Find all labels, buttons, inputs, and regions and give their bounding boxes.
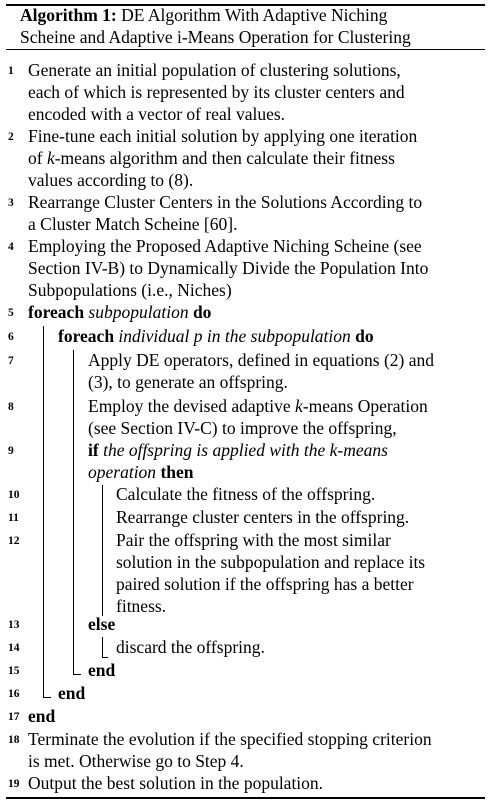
line-number: 1 bbox=[8, 65, 14, 77]
line-number: 14 bbox=[8, 642, 20, 654]
line-number: 3 bbox=[8, 197, 14, 209]
line-number: 17 bbox=[8, 711, 20, 723]
keyword-foreach: foreach bbox=[28, 302, 85, 322]
line-number: 2 bbox=[8, 131, 14, 143]
step-text: discard the offspring. bbox=[116, 637, 265, 657]
algorithm-caption bbox=[20, 5, 474, 26]
block-foot-inner-foreach bbox=[73, 674, 81, 675]
block-bar-inner-foreach bbox=[73, 350, 74, 674]
keyword-end: end bbox=[58, 683, 86, 703]
line-number: 10 bbox=[8, 489, 20, 501]
step-text: Apply DE operators, defined in equations (2) and bbox=[88, 350, 435, 370]
text-run: Employ the devised adaptive bbox=[88, 396, 296, 416]
block-foot-if bbox=[102, 657, 108, 658]
line-number: 8 bbox=[8, 401, 14, 413]
bottom-rule bbox=[6, 797, 485, 799]
keyword-end: end bbox=[28, 706, 56, 726]
foreach-line bbox=[58, 325, 374, 347]
line-number: 12 bbox=[8, 535, 20, 547]
line-number: 4 bbox=[8, 241, 14, 253]
text-run: -means algorithm and then calculate their fitness bbox=[54, 148, 395, 168]
block-foot-outer-foreach bbox=[43, 697, 51, 698]
line-number: 5 bbox=[8, 307, 14, 319]
text-run: -means Operation bbox=[302, 396, 428, 416]
math-k: k bbox=[295, 396, 303, 416]
step-text: is met. Otherwise go to Step 4. bbox=[28, 751, 244, 771]
algorithm-title-line2: Scheine and Adaptive i-Means Operation for Clustering bbox=[20, 27, 411, 47]
step-text: Terminate the evolution if the specified stopping criterion bbox=[28, 729, 432, 749]
step-text: Employing the Proposed Adaptive Niching Scheine (see bbox=[28, 236, 422, 256]
step-text: paired solution if the offspring has a better bbox=[116, 574, 414, 594]
line-number: 16 bbox=[8, 688, 20, 700]
foreach-line bbox=[28, 301, 211, 323]
step-text: a Cluster Match Scheine [60]. bbox=[28, 214, 238, 234]
step-text: Section IV-B) to Dynamically Divide the Population Into bbox=[28, 258, 429, 278]
caption-rule bbox=[6, 49, 485, 50]
algorithm-label: Algorithm 1: bbox=[20, 5, 117, 25]
step-text: solution in the subpopulation and replace its bbox=[116, 552, 426, 572]
step-text: Output the best solution in the population. bbox=[28, 773, 324, 793]
line-number: 11 bbox=[8, 512, 19, 524]
step-text: Rearrange Cluster Centers in the Solutions According to bbox=[28, 192, 423, 212]
step-text: Fine-tune each initial solution by applying one iteration bbox=[28, 126, 418, 146]
line-number: 19 bbox=[8, 778, 20, 790]
else-line bbox=[88, 613, 115, 635]
end-line bbox=[58, 682, 85, 704]
line-number: 18 bbox=[8, 734, 20, 746]
text-run: of bbox=[28, 148, 47, 168]
step-text: (3), to generate an offspring. bbox=[88, 372, 288, 392]
loop-variable: subpopulation bbox=[88, 302, 189, 322]
step-text bbox=[28, 147, 395, 169]
condition-text: the offspring is applied with the k-means bbox=[103, 440, 388, 460]
line-number: 9 bbox=[8, 445, 14, 457]
block-bar-else bbox=[102, 637, 103, 657]
end-line bbox=[28, 705, 55, 727]
algorithm-title-line1: DE Algorithm With Adaptive Niching bbox=[121, 5, 388, 25]
block-bar-if bbox=[102, 485, 103, 616]
step-text: each of which is represented by its cluster centers and bbox=[28, 82, 405, 102]
step-text: (see Section IV-C) to improve the offspring, bbox=[88, 418, 397, 438]
step-text: Subpopulations (i.e., Niches) bbox=[28, 280, 232, 300]
step-text: Rearrange cluster centers in the offspring. bbox=[116, 507, 410, 527]
end-line bbox=[88, 659, 115, 681]
keyword-end: end bbox=[88, 660, 116, 680]
keyword-then: then bbox=[160, 462, 194, 482]
step-text: encoded with a vector of real values. bbox=[28, 104, 286, 124]
if-line-cont bbox=[88, 461, 194, 483]
keyword-do: do bbox=[355, 326, 374, 346]
keyword-if: if bbox=[88, 440, 99, 460]
math-k: k bbox=[46, 148, 55, 168]
line-number: 7 bbox=[8, 355, 14, 367]
step-text: Pair the offspring with the most similar bbox=[116, 530, 391, 550]
block-bar-outer-foreach bbox=[43, 326, 44, 697]
step-text: Calculate the fitness of the offspring. bbox=[116, 484, 376, 504]
step-text: fitness. bbox=[116, 596, 167, 616]
keyword-else: else bbox=[88, 614, 116, 634]
condition-text: operation bbox=[88, 462, 157, 482]
loop-variable: individual p in the subpopulation bbox=[118, 326, 351, 346]
line-number: 6 bbox=[8, 331, 14, 343]
line-number: 13 bbox=[8, 619, 20, 631]
step-text bbox=[88, 395, 428, 417]
step-text: Generate an initial population of clustering solutions, bbox=[28, 60, 401, 80]
step-text: values according to (8). bbox=[28, 170, 194, 190]
keyword-foreach: foreach bbox=[58, 326, 115, 346]
keyword-do: do bbox=[192, 302, 212, 322]
if-line bbox=[88, 439, 388, 461]
line-number: 15 bbox=[8, 665, 20, 677]
